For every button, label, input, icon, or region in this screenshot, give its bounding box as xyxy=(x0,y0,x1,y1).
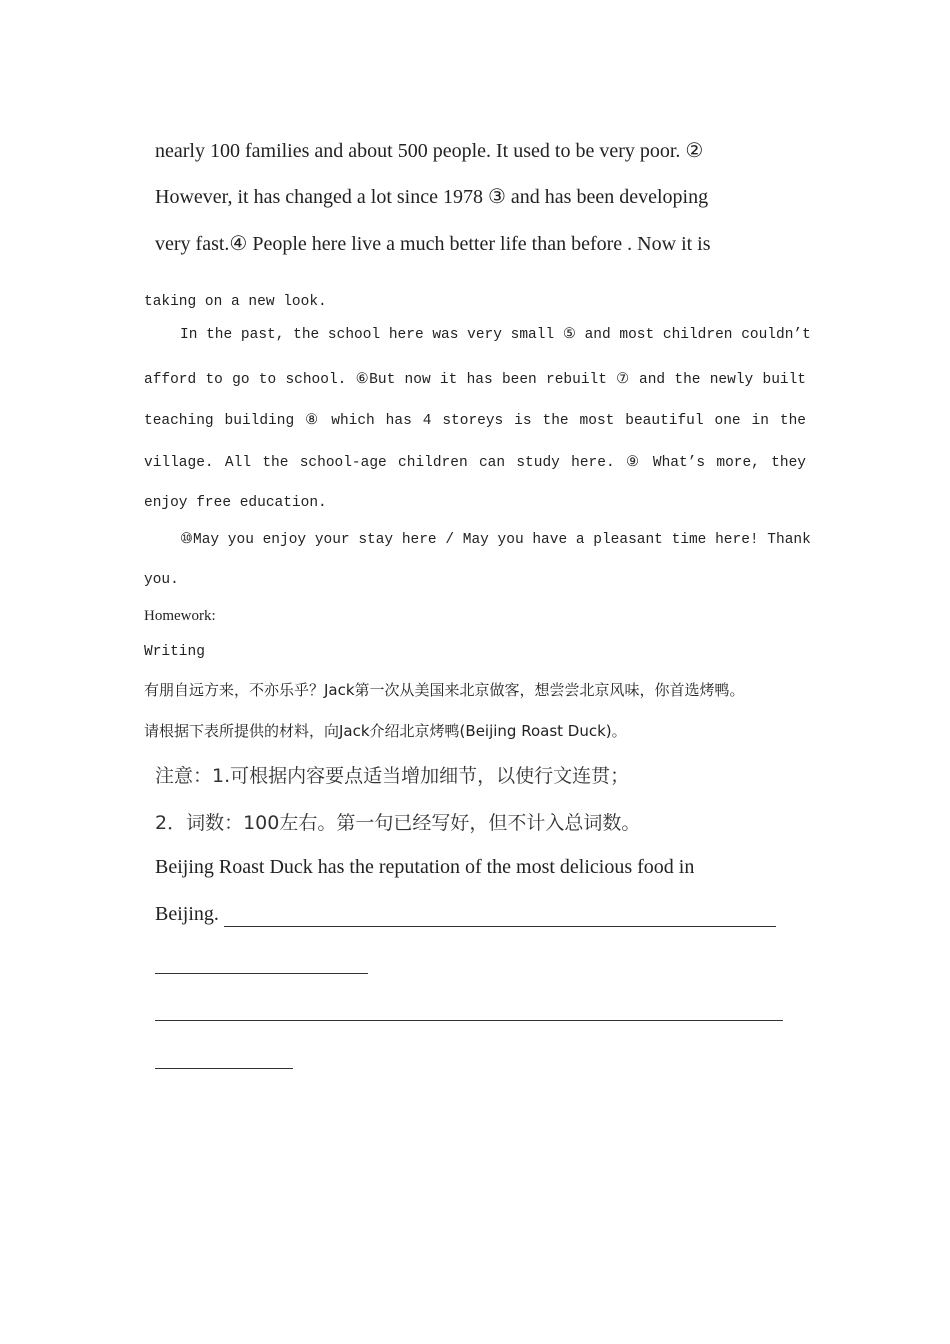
passage-body-line-3: afford to go to school. ⑥But now it has been rebuilt ⑦ and the newly built xyxy=(144,372,806,388)
answer-line-2: Beijing. xyxy=(155,903,219,925)
note-2: 2．词数：100左右。第一句已经写好，但不计入总词数。 xyxy=(155,812,641,834)
answer-blank-1[interactable] xyxy=(224,926,776,927)
passage-body-line-5: village. All the school-age children can study here. ⑨ What’s more, they xyxy=(144,455,806,471)
passage-top-line-2: However, it has changed a lot since 1978 ③ and has been developing xyxy=(155,186,709,208)
passage-top-line-1: nearly 100 families and about 500 people. It used to be very poor. ② xyxy=(155,140,704,162)
answer-blank-4[interactable] xyxy=(155,1068,293,1069)
homework-label: Homework: xyxy=(144,608,216,624)
homework-prompt-line-1: 有朋自远方来，不亦乐乎？Jack第一次从美国来北京做客，想尝尝北京风味，你首选烤鸭。 xyxy=(144,681,745,699)
passage-body-line-7: ⑩May you enjoy your stay here / May you have a pleasant time here! Thank xyxy=(180,532,811,548)
passage-body-line-2: In the past, the school here was very small ⑤ and most children couldn’t xyxy=(180,327,811,343)
passage-body-line-6: enjoy free education. xyxy=(144,495,327,511)
answer-line-1: Beijing Roast Duck has the reputation of the most delicious food in xyxy=(155,856,695,878)
passage-top-line-3: very fast.④ People here live a much better life than before . Now it is xyxy=(155,233,711,255)
answer-blank-2[interactable] xyxy=(155,973,368,974)
note-1: 注意：1.可根据内容要点适当增加细节，以使行文连贯； xyxy=(155,765,630,787)
homework-prompt-line-2: 请根据下表所提供的材料，向Jack介绍北京烤鸭(Beijing Roast Duck)。 xyxy=(144,722,627,740)
passage-body-line-8: you. xyxy=(144,572,179,588)
homework-task: Writing xyxy=(144,644,205,660)
passage-body-line-1: taking on a new look. xyxy=(144,294,327,310)
passage-body-line-4: teaching building ⑧ which has 4 storeys is the most beautiful one in the xyxy=(144,413,806,429)
answer-blank-3[interactable] xyxy=(155,1020,783,1021)
